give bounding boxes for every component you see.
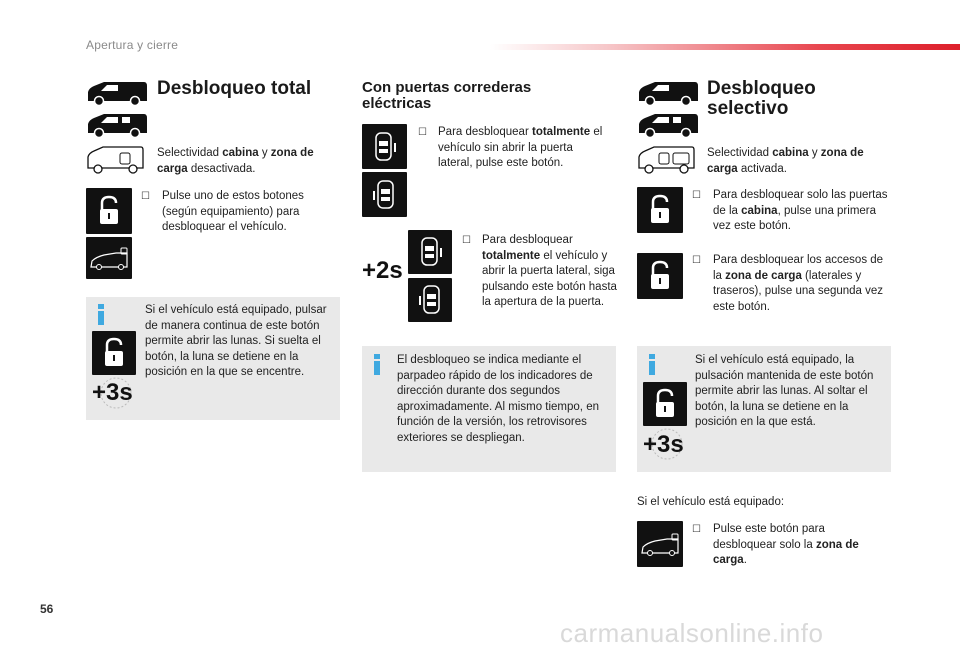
- info-text: El desbloqueo se indica mediante el parpadeo rápido de los indicadores de dirección durante dos segundos aproximadamente. Al mismo tiempo, en función de la versión, los retrovisores exteriores se despliegan.: [397, 354, 599, 444]
- header-accent-bar: [490, 44, 960, 50]
- info-text: Si el vehículo está equipado, pulsar de manera continua de este botón permite abrir las lunas. Si suelta el botón, la luna se detiene en la posición en la que se encentre.: [145, 304, 327, 378]
- selectivity-condition: Selectividad cabina y zona de carga desactivada.: [157, 147, 314, 175]
- cargo-unlock-button-icon: [86, 237, 132, 279]
- unlock-button-icon: [637, 187, 683, 233]
- section-title: Desbloqueo total: [157, 78, 312, 99]
- instruction-text: Pulse este botón para desbloquear solo la zona de carga.: [713, 523, 859, 566]
- instruction-text: Para desbloquear solo las puertas de la cabina, pulse una primera vez este botón.: [713, 189, 888, 232]
- sliding-door-button-icon: [408, 278, 452, 322]
- bullet-icon: ☐: [418, 127, 427, 138]
- sliding-door-button-icon: [408, 230, 452, 274]
- sliding-door-button-icon: [362, 124, 407, 169]
- instruction-text: Para desbloquear totalmente el vehículo y abrir la puerta lateral, siga pulsando este botón hasta la apertura de la puerta.: [482, 234, 617, 308]
- info-text: Si el vehículo está equipado, la pulsación mantenida de este botón permite abrir las lunas. Al soltar el botón, la luna se detiene en la posición en la que está.: [695, 354, 874, 428]
- hold-duration-label: +2s: [362, 257, 403, 284]
- cargo-unlock-button-icon: [637, 521, 683, 567]
- van-icon: [637, 80, 699, 106]
- van-icon: [86, 80, 148, 106]
- info-icon: [374, 354, 380, 375]
- bullet-icon: ☐: [141, 191, 150, 202]
- watermark: carmanualsonline.info: [560, 618, 824, 648]
- section-title: Desbloqueo selectivo: [707, 78, 816, 119]
- info-icon: [649, 354, 655, 375]
- sliding-door-button-icon: [362, 172, 407, 217]
- instruction-text: Para desbloquear los accesos de la zona de carga (laterales y traseros), pulse una segunda vez este botón.: [713, 254, 884, 313]
- info-icon: [98, 304, 104, 325]
- hold-duration-label: +3s: [92, 379, 133, 406]
- hold-duration-label: +3s: [643, 431, 684, 458]
- instruction-text: Para desbloquear totalmente el vehículo sin abrir la puerta lateral, pulse este botón.: [438, 126, 603, 169]
- van-icon: [86, 112, 148, 138]
- instruction-text: Pulse uno de estos botones (según equipamiento) para desbloquear el vehículo.: [162, 190, 304, 233]
- unlock-button-icon: [643, 382, 687, 426]
- unlock-button-icon: [86, 188, 132, 234]
- bullet-icon: ☐: [692, 255, 701, 266]
- bullet-icon: ☐: [692, 524, 701, 535]
- bullet-icon: ☐: [462, 235, 471, 246]
- note-text: Si el vehículo está equipado:: [637, 496, 785, 508]
- section-header: Apertura y cierre: [86, 38, 179, 52]
- section-title: Con puertas correderas eléctricas: [362, 79, 532, 112]
- van-selectivity-icon: [637, 145, 695, 175]
- page-number: 56: [40, 602, 54, 616]
- van-icon: [637, 112, 699, 138]
- van-selectivity-icon: [86, 145, 144, 175]
- unlock-button-icon: [637, 253, 683, 299]
- unlock-button-icon: [92, 331, 136, 375]
- selectivity-condition: Selectividad cabina y zona de carga activada.: [707, 147, 864, 175]
- bullet-icon: ☐: [692, 190, 701, 201]
